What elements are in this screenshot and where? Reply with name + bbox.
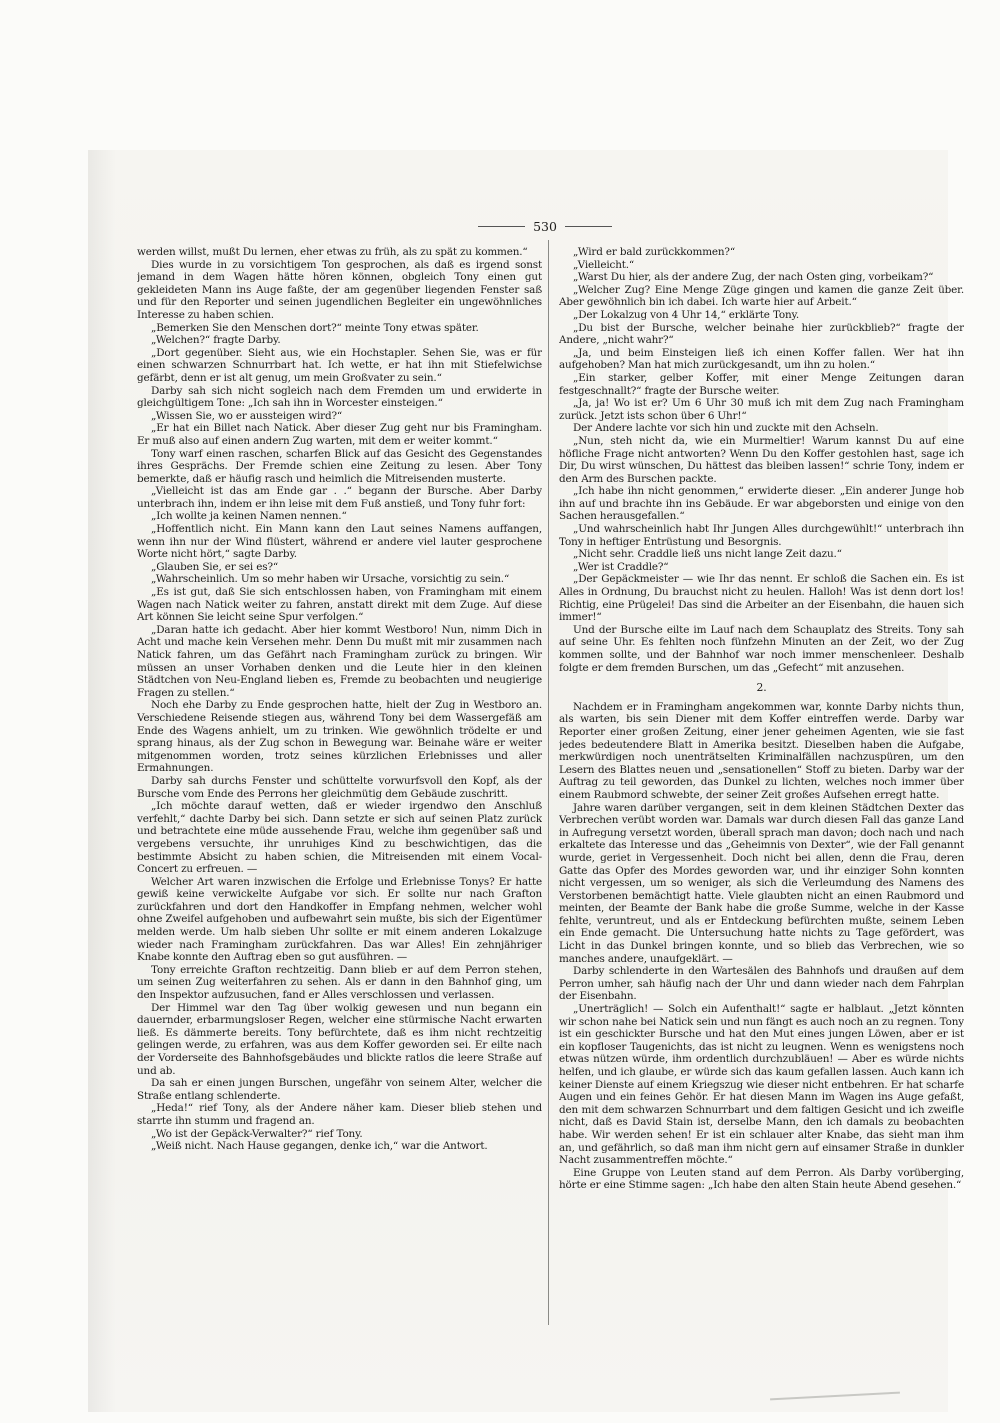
header-rule-right <box>565 226 612 227</box>
paragraph: Tony erreichte Grafton rechtzeitig. Dann blieb er auf dem Perron stehen, um seinen Zug weiterfahren zu sehen. Als er dann in den Bahnhof ging, um den Inspektor aufzusuchen, fand er Alles verschlossen und verlassen. <box>137 963 542 1002</box>
paragraph: „Ein starker, gelber Koffer, mit einer Menge Zeitungen daran festgeschnallt?“ fragte der Bursche weiter. <box>559 371 964 397</box>
paragraph: „Glauben Sie, er sei es?“ <box>151 560 279 573</box>
paragraph: Nachdem er in Framingham angekommen war, konnte Darby nichts thun, als warten, bis sein Diener mit dem Koffer eintreffen werde. Darby war Reporter einer großen Zeitung, einer jener geheimen Agenten, wie sie fast jedes bedeutendere Blatt in Amerika besitzt. Dieselben haben die Aufgabe, merkwürdigen noch unenträtselten Kriminalfällen nachzuspüren, um den Lesern des Blattes neuen und „sensationellen“ Stoff zu bieten. Darby war der Auftrag zu teil geworden, das Dunkel zu lichten, welches noch immer über einem Raubmord schwebte, der seiner Zeit großes Aufsehen erregt hatte. <box>559 700 964 801</box>
paragraph: Welcher Art waren inzwischen die Erfolge und Erlebnisse Tonys? Er hatte gewiß keine verwickelte Aufgabe vor sich. Er sollte nur nach Grafton zurückfahren und dort den Handkoffer in Empfang nehmen, welcher wohl ohne Zweifel aufgehoben und aufbewahrt sein mußte, bis sich der Eigentümer melden werde. Um halb sieben Uhr sollte er mit einem anderen Lokalzuge wieder nach Framingham zurückfahren. Das war Alles! Ein zehnjähriger Knabe konnte den Auftrag eben so gut ausführen. — <box>137 875 542 964</box>
paragraph: „Ja, ja! Wo ist er? Um 6 Uhr 30 muß ich mit dem Zug nach Framingham zurück. Jetzt ists schon über 6 Uhr!“ <box>559 397 964 422</box>
paragraph: „Ja, und beim Einsteigen ließ ich einen Koffer fallen. Wer hat ihn aufgehoben? Man hat mich zurückgesandt, um ihn zu holen.“ <box>559 346 964 372</box>
paragraph: „Nicht sehr. Craddle ließ uns nicht lange Zeit dazu.“ <box>573 548 842 561</box>
paragraph: Darby sah durchs Fenster und schüttelte vorwurfsvoll den Kopf, als der Bursche vom Ende des Perrons her gleichmütig dem Gebäude zuschritt. <box>137 774 542 800</box>
paragraph: „Dort gegenüber. Sieht aus, wie ein Hochstapler. Sehen Sie, was er für einen schwarzen Schnurrbart hat. Ich wette, er hat ihn mit Stiefelwichse gefärbt, denn er ist alt genug, um mein Großvater zu sein.“ <box>137 346 542 384</box>
paragraph: „Daran hatte ich gedacht. Aber hier kommt Westboro! Nun, nimm Dich in Acht und mache kein Versehen mehr. Denn Du mußt mit mir zusammen nach Natick fahren, um das Gefährt nach Framingham zurück zu bringen. Wir müssen an unser Vorhaben denken und die Leute hier in den kleinen Städtchen von Neu-England lieben es, Fremde zu beobachten und neugierige Fragen zu stellen.“ <box>137 623 542 699</box>
page-number: 530 <box>533 218 557 234</box>
paragraph: „Wo ist der Gepäck-Verwalter?“ rief Tony. <box>151 1127 363 1140</box>
page-header <box>478 218 612 234</box>
paragraph: „Wahrscheinlich. Um so mehr haben wir Ursache, vorsichtig zu sein.“ <box>151 573 510 586</box>
paragraph: „Er hat ein Billet nach Natick. Aber dieser Zug geht nur bis Framingham. Er muß also auf einen andern Zug warten, mit dem er weiter kommt.“ <box>137 422 542 447</box>
paragraph: „Nun, steh nicht da, wie ein Murmeltier! Warum kannst Du auf eine höfliche Frage nicht antworten? Wenn Du den Koffer gestohlen hast, sage ich Dir, Du wirst wünschen, Du hättest das bleiben lassen!“ schrie Tony, indem er den Arm des Burschen packte. <box>559 434 964 485</box>
paragraph: Da sah er einen jungen Burschen, ungefähr von seinem Alter, welcher die Straße entlang schlenderte. <box>137 1077 542 1102</box>
paragraph: „Es ist gut, daß Sie sich entschlossen haben, von Framingham mit einem Wagen nach Natick weiter zu fahren, anstatt direkt mit dem Zuge. Auf diese Art können Sie leicht seine Spur verfolgen.“ <box>137 586 542 624</box>
paragraph: Jahre waren darüber vergangen, seit in dem kleinen Städtchen Dexter das Verbrechen verübt worden war. Damals war durch diesen Fall das ganze Land in Aufregung versetzt worden, überall sprach man davon; doch nach und nach erkaltete das Interesse und das „Geheimnis von Dexter“, wie der Fall genannt wurde, geriet in Vergessenheit. Doch nicht bei allen, denn die Frau, deren Gatte das Opfer des Mordes geworden war, und ihr einziger Sohn konnten nicht vergessen, um so weniger, als sich die Verleumdung des Namens des Verstorbenen bemächtigt hatte. Viele glaubten nicht an einen Raubmord und meinten, der Beamte der Bank habe die große Summe, welche in der Kasse fehlte, veruntreut, und als er Entdeckung befürchten mußte, seinem Leben ein Ende gemacht. Die Untersuchung hatte nichts zu Tage gefördert, was Licht in das Dunkel bringen konnte, und so blieb das Verbrechen, wie so manches andere, unaufgeklärt. — <box>559 801 964 965</box>
paragraph: „Bemerken Sie den Menschen dort?“ meinte Tony etwas später. <box>151 321 479 334</box>
paragraph: „Welcher Zug? Eine Menge Züge gingen und kamen die ganze Zeit über. Aber gewöhnlich bin ich dabei. Ich warte hier auf Arbeit.“ <box>559 283 964 309</box>
right-column <box>559 246 964 1336</box>
section-number: 2. <box>756 681 767 695</box>
header-rule-left <box>478 226 525 227</box>
left-column <box>137 246 542 1336</box>
paragraph: „Und wahrscheinlich habt Ihr Jungen Alles durchgewühlt!“ unterbrach ihn Tony in heftiger Entrüstung und Besorgnis. <box>559 523 964 548</box>
column-divider <box>548 240 549 1325</box>
paragraph: Der Himmel war den Tag über wolkig gewesen und nun begann ein dauernder, erbarmungsloser Regen, welcher eine stürmische Nacht erwarten ließ. Es dämmerte bereits. Tony befürchtete, daß es ihm nicht rechtzeitig gelingen werde, zu erfahren, was aus dem Koffer geworden sei. Er eilte nach der Vorderseite des Bahnhofsgebäudes und blickte ratlos die leere Straße auf und ab. <box>137 1001 542 1077</box>
paragraph: „Welchen?“ fragte Darby. <box>151 334 281 347</box>
paragraph: „Wer ist Craddle?“ <box>573 560 669 573</box>
paragraph: werden willst, mußt Du lernen, eher etwas zu früh, als zu spät zu kommen.“ <box>137 246 528 258</box>
paragraph: „Der Gepäckmeister — wie Ihr das nennt. Er schloß die Sachen ein. Es ist Alles in Ordnung, Du brauchst nicht zu heulen. Halloh! Was ist denn dort los! Richtig, eine Prügelei! Das sind die Arbeiter an der Eisenbahn, die hauen sich immer!“ <box>559 573 964 624</box>
paragraph: „Heda!“ rief Tony, als der Andere näher kam. Dieser blieb stehen und starrte ihn stumm und fragend an. <box>137 1102 542 1127</box>
paragraph: Eine Gruppe von Leuten stand auf dem Perron. Als Darby vorüberging, hörte er eine Stimme sagen: „Ich habe den alten Stain heute Abend gesehen.“ <box>559 1166 964 1192</box>
paragraph: „Wissen Sie, wo er aussteigen wird?“ <box>151 409 343 422</box>
paragraph: „Vielleicht.“ <box>573 258 635 271</box>
paragraph: Der Andere lachte vor sich hin und zuckte mit den Achseln. <box>573 422 879 435</box>
paragraph: „Der Lokalzug von 4 Uhr 14,“ erklärte Tony. <box>573 308 800 321</box>
paragraph: Darby sah sich nicht sogleich nach dem Fremden um und erwiderte in gleichgültigem Tone: „Ich sah ihn in Worcester einsteigen.“ <box>137 384 542 410</box>
paragraph: „Du bist der Bursche, welcher beinahe hier zurückblieb?“ fragte der Andere, „nicht wahr?“ <box>559 321 964 347</box>
paragraph: „Hoffentlich nicht. Ein Mann kann den Laut seines Namens auffangen, wenn ihn nur der Wind flüstert, während er andere viel lauter gesprochene Worte nicht hört,“ sagte Darby. <box>137 523 542 561</box>
paragraph: „Ich möchte darauf wetten, daß er wieder irgendwo den Anschluß verfehlt,“ dachte Darby bei sich. Dann setzte er sich auf seinen Platz zurück und betrachtete eine müde aussehende Frau, welche ihm gegenüber saß und vergebens versuchte, ihr unruhiges Kind zu beschwichtigen, das die bestimmte Absicht zu haben schien, die Mitreisenden mit einem Vocal-Concert zu erfreuen. — <box>137 800 542 876</box>
paragraph: „Ich habe ihn nicht genommen,“ erwiderte dieser. „Ein anderer Junge hob ihn auf und brachte ihn ins Gebäude. Er war abgeborsten und einige von den Sachen herausgefallen.“ <box>559 485 964 523</box>
paragraph: „Unerträglich! — Solch ein Aufenthalt!“ sagte er halblaut. „Jetzt könnten wir schon nahe bei Natick sein und nun fängt es auch noch an zu regnen. Tony ist ein geschickter Bursche und hat den Mut eines jungen Löwen, aber er ist ein kopfloser Taugenichts, das ist nicht zu leugnen. Wenn es wenigstens noch etwas nützen würde, ihm ordentlich durchzubläuen! — Aber es würde nichts helfen, und ich glaube, er würde sich das kaum gefallen lassen. Auch kann ich keiner Dienste auf einem Kriegszug wie dieser nicht entbehren. Er hat scharfe Augen und ein feines Gehör. Er hat diesen Mann im Wagen ins Auge gefaßt, den mit dem schwarzen Schnurrbart und dem faltigen Gesicht und ich zweifle nicht, daß es David Stain ist, derselbe Mann, den ich damals zu beobachten habe. Wir werden sehen! Er ist ein schlauer alter Knabe, das sieht man ihm an, und gefährlich, so daß man ihm nicht gern auf einsamer Straße in dunkler Nacht zusammentreffen möchte.“ <box>559 1003 964 1167</box>
paragraph: „Warst Du hier, als der andere Zug, der nach Osten ging, vorbeikam?“ <box>573 271 934 284</box>
paragraph: Dies wurde in zu vorsichtigem Ton gesprochen, als daß es irgend sonst jemand in dem Wagen hätte hören können, obgleich Tony einen gut gekleideten Mann ins Auge faßte, der am gegenüber liegenden Fenster saß und für den Reporter und seinen jugendlichen Begleiter ein ungewöhnliches Interesse zu haben schien. <box>137 258 542 321</box>
paragraph: „Vielleicht ist das am Ende gar . .“ begann der Bursche. Aber Darby unterbrach ihn, indem er ihn leise mit dem Fuß anstieß, und Tony fuhr fort: <box>137 485 542 510</box>
paragraph: „Weiß nicht. Nach Hause gegangen, denke ich,“ war die Antwort. <box>151 1140 488 1153</box>
paragraph: Noch ehe Darby zu Ende gesprochen hatte, hielt der Zug in Westboro an. Verschiedene Reisende stiegen aus, während Tony bei dem Wassergefäß am Ende des Wagens anhielt, um zu trinken. Wie gewöhnlich trödelte er und sprang hinaus, als der Zug schon in Bewegung war. Beinahe wäre er weiter mitgenommen worden, trotz seines kürzlichen Erlebnisses und aller Ermahnungen. <box>137 699 542 775</box>
paragraph: Tony warf einen raschen, scharfen Blick auf das Gesicht des Gegenstandes ihres Gesprächs. Der Fremde schien eine Zeitung zu lesen. Aber Tony bemerkte, daß er häufig rasch und heimlich die Mitreisenden musterte. <box>137 447 542 485</box>
paragraph: „Ich wollte ja keinen Namen nennen.“ <box>151 510 347 523</box>
paragraph: Und der Bursche eilte im Lauf nach dem Schauplatz des Streits. Tony sah auf seine Uhr. Es fehlten noch fünfzehn Minuten an der Zeit, wo der Zug kommen sollte, und der Bahnhof war noch immer menschenleer. Deshalb folgte er dem fremden Burschen, um das „Gefecht“ mit anzusehen. <box>559 623 964 674</box>
paragraph: Darby schlenderte in den Wartesälen des Bahnhofs und draußen auf dem Perron umher, sah häufig nach der Uhr und dann wieder nach dem Fahrplan der Eisenbahn. <box>559 965 964 1003</box>
paragraph: „Wird er bald zurückkommen?“ <box>573 246 736 258</box>
